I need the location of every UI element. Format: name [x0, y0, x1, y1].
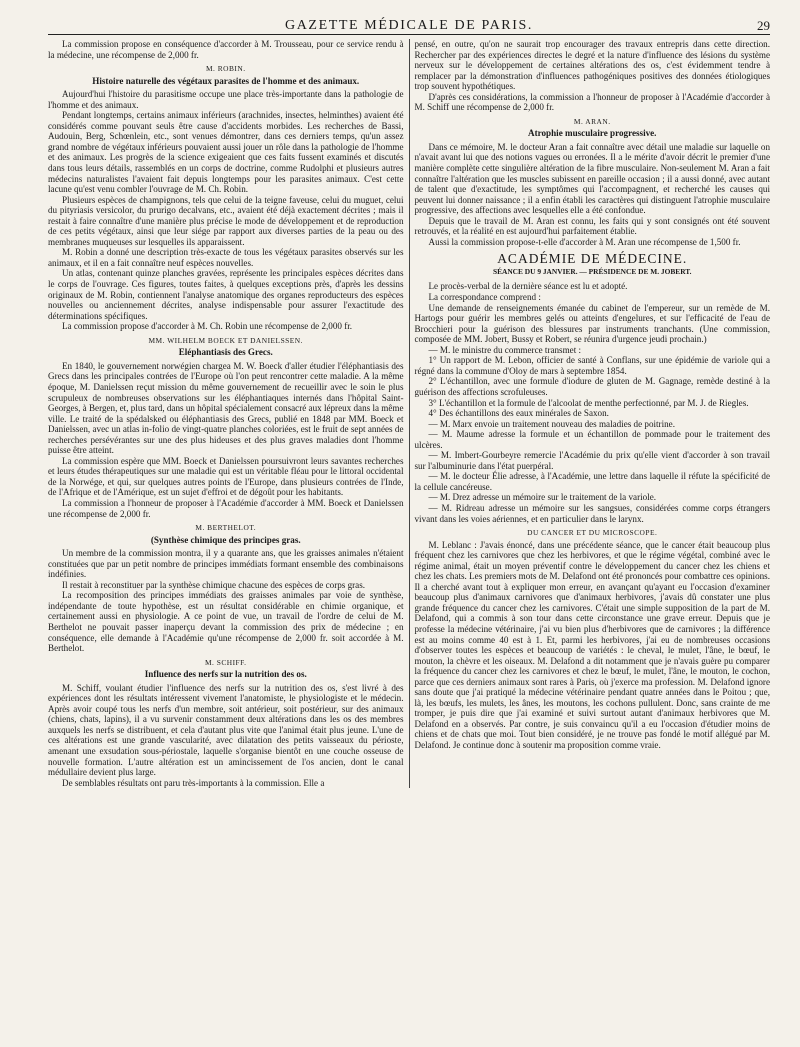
- paragraph: M. Robin a donné une description très-exacte de tous les végétaux parasites observés sur les animaux, et il en a fait connaître neuf espèces nouvelles.: [48, 247, 404, 268]
- academy-heading: ACADÉMIE DE MÉDECINE.: [497, 251, 688, 267]
- left-column: [48, 39, 404, 788]
- paragraph: 2° L'échantillon, avec une formule d'iodure de gluten de M. Gagnage, remède destiné à la guérison des affections scrofuleuses.: [414, 376, 770, 397]
- paragraph: Une demande de renseignements émanée du cabinet de l'empereur, sur un remède de M. Hartogs pour guérir les membres gelés ou atteints d'engelures, et sur l'efficacité de l'eau de Brocchieri pour la guérison des blessures par instruments tranchants. (Une commission, composée de MM. Jobert, Bussy et Robert, se réunira d'urgence jeudi prochain.): [414, 302, 770, 345]
- report-heading: M. ROBIN.: [205, 64, 246, 74]
- right-column: [415, 39, 771, 788]
- report-heading: M. SCHIFF.: [204, 657, 247, 667]
- report-heading: MM. WILHELM BOECK ET DANIELSSEN.: [148, 335, 303, 345]
- paragraph: — M. Drez adresse un mémoire sur le traitement de la variole.: [428, 492, 657, 503]
- paragraph: — M. Maume adresse la formule et un échantillon de pommade pour le traitement des ulcères.: [414, 429, 770, 450]
- paragraph: Un atlas, contenant quinze planches gravées, représente les principales espèces décrites dans le corps de l'ouvrage. Ces figures, toutes faites, à quelques exceptions près, d'après les dessins originaux de M. Robin, contiennent l'analyse anatomique des organes reproducteurs des espèces nouvelles ou anciennement décrites, analyse indispensable pour assurer l'exactitude des déterminations spécifiques.: [48, 268, 404, 321]
- report-heading: DU CANCER ET DU MICROSCOPE.: [527, 528, 658, 538]
- paragraph: 3° L'échantillon et la formule de l'alcoolat de menthe perfectionné, par M. J. de Riegles.: [428, 397, 749, 408]
- paragraph: La commission propose en conséquence d'accorder à M. Trousseau, pour ce service rendu à la médecine, une récompense de 2,000 fr.: [48, 39, 404, 60]
- paragraph: Pendant longtemps, certains animaux inférieurs (arachnides, insectes, helminthes) avaient été considérés comme pouvant seuls être cause d'accidents morbides. Les recherches de Bassi, Audouin, Berg, Schœnlein, etc., sont venues démontrer, dans ces derniers temps, qu'un assez grand nombre de végétaux inférieurs pouvaient aussi jouer un rôle dans la pathologie de l'homme et des animaux. Les progrès de la science exigeaient que ces faits fussent examinés et discutés dans tous leurs détails, rassemblés en un corps de doctrine, comme Rudolphi et plusieurs autres médecins naturalistes l'avaient fait depuis longtemps pour les parasites animaux. C'est cette lacune qu'est venu combler l'ouvrage de M. Ch. Robin.: [48, 110, 404, 195]
- report-heading: M. ARAN.: [573, 116, 611, 126]
- paragraph: De semblables résultats ont paru très-importants à la commission. Elle a: [62, 777, 325, 788]
- paragraph: Le procès-verbal de la dernière séance est lu et adopté.: [428, 281, 628, 292]
- paragraph: Un membre de la commission montra, il y a quarante ans, que les graisses animales n'étaient constituées que par un petit nombre de principes immédiats formant ensemble des combinaisons indéfinies.: [48, 548, 404, 580]
- report-heading: M. BERTHELOT.: [195, 523, 257, 533]
- paragraph: Depuis que le travail de M. Aran est connu, les faits qui y sont consignés ont été souvent retrouvés, et la réalité en est aujourd'hui parfaitement établie.: [414, 215, 770, 237]
- paragraph: Aussi la commission propose-t-elle d'accorder à M. Aran une récompense de 1,500 fr.: [428, 236, 741, 247]
- paragraph: Aujourd'hui l'histoire du parasitisme occupe une place très-importante dans la pathologie de l'homme et des animaux.: [48, 89, 404, 110]
- paragraph: — M. Ridreau adresse un mémoire sur les sangsues, considérées comme corps étrangers vivant dans les voies aériennes, et en particulier dans le larynx.: [414, 502, 770, 524]
- page-header: [48, 8, 770, 35]
- paragraph: 1° Un rapport de M. Lebon, officier de santé à Conflans, sur une épidémie de variole qui a régné dans la commune d'Oloy de mars à septembre 1854.: [414, 355, 770, 376]
- paragraph: pensé, en outre, qu'on ne saurait trop encourager des travaux entrepris dans cette direction. Rechercher par des expériences directes le degré et la nature d'influence des lésions du système nerveux sur le développement de certaines altérations des os, c'est évidemment tendre à remplacer par la démonstration d'influences pathogéniques positives des données étiologiques trop souvent hypothétiques.: [414, 39, 770, 92]
- section-title: Eléphantiasis des Grecs.: [178, 347, 273, 358]
- section-title: Atrophie musculaire progressive.: [528, 128, 657, 139]
- paragraph: — M. le ministre du commerce transmet :: [428, 344, 582, 355]
- paragraph: Il restait à reconstituer par la synthèse chimique chacune des espèces de corps gras.: [62, 579, 366, 590]
- paragraph: M. Schiff, voulant étudier l'influence des nerfs sur la nutrition des os, s'est livré à des expériences dont les résultats intéressent vivement l'anatomiste, le physiologiste et le médecin. Après avoir coupé tous les nerfs d'un membre, soit antérieur, soit postérieur, sur des animaux (chiens, chats, lapins), il a vu survenir constamment deux altérations dans les os des membres auxquels les nerfs se distribuent, et cela d'autant plus vite que l'animal était plus jeune. L'une de ces altérations est une grande vascularité, avec dilatation des petits vaisseaux du périoste, amenant une exsudation sous-périostale, laquelle s'organise bientôt en une couche osseuse de nouvelle formation. L'autre altération est un amincissement de l'os ancien, dont le canal médullaire devient plus large.: [48, 682, 404, 778]
- journal-title: GAZETTE MÉDICALE DE PARIS.: [285, 18, 533, 33]
- section-title: (Synthèse chimique des principes gras.: [150, 534, 301, 545]
- session-line: SÉANCE DU 9 JANVIER. — PRÉSIDENCE DE M. JOBERT.: [492, 266, 692, 276]
- paragraph: — M. Marx envoie un traitement nouveau des maladies de poitrine.: [428, 418, 675, 429]
- section-title: Influence des nerfs sur la nutrition des os.: [144, 669, 307, 680]
- paragraph: La commission a l'honneur de proposer à l'Académie d'accorder à MM. Boeck et Danielssen une récompense de 2,000 fr.: [48, 497, 404, 519]
- paragraph: — M. le docteur Élie adresse, à l'Académie, une lettre dans laquelle il réfute la spécificité de la cellule cancéreuse.: [414, 471, 770, 492]
- paragraph: La commission espère que MM. Boeck et Danielssen poursuivront leurs savantes recherches et leurs études thérapeutiques sur une maladie qui est un véritable fléau pour le littoral occidental de la Norwége, et qui, sur quelques autres points de l'Europe, dans plusieurs contrées de l'Inde, de l'Afrique et de l'Amérique, est un sujet d'effroi et de dégoût pour les habitants.: [48, 455, 404, 498]
- paragraph: Plusieurs espèces de champignons, tels que celui de la teigne faveuse, celui du muguet, celui du pityriasis versicolor, du prurigo decalvans, etc., avaient été déjà exactement décrites ; mais il restait à faire connaître d'une manière plus précise le mode de développement et de reproduction de ces petits végétaux, ainsi que leur siége par rapport aux diverses parties de la peau ou des membranes muqueuses sur lesquelles ils apparaissent.: [48, 194, 404, 247]
- paragraph: — M. Imbert-Gourbeyre remercie l'Académie du prix qu'elle vient d'accorder à son travail sur l'albuminurie dans l'état puerpéral.: [414, 450, 770, 471]
- columns: [48, 39, 770, 788]
- paragraph: La commission propose d'accorder à M. Ch. Robin une récompense de 2,000 fr.: [62, 321, 353, 332]
- paragraph: La correspondance comprend :: [428, 292, 541, 303]
- column-rule: [409, 39, 410, 788]
- paragraph: Dans ce mémoire, M. le docteur Aran a fait connaître avec détail une maladie sur laquelle on n'avait avant lui que des notions vagues ou erronées. Il a le mérite d'avoir décrit le premier d'une manière complète cette singulière altération de la fibre musculaire. Non-seulement M. Aran a fait connaître l'altération que les muscles subissent en pareille occasion ; il a aussi donné, avec autant de talent que d'exactitude, les symptômes qui l'accompagnent, et recherché les causes qui peuvent lui donner naissance ; il a enfin établi les caractères qui distinguent l'atrophie musculaire progressive, des affections avec lesquelles elle a été confondue.: [414, 141, 770, 216]
- paragraph: La recomposition des principes immédiats des graisses animales par voie de synthèse, indépendante de toute hypothèse, est un résultat considérable en chimie organique, et certainement aussi en physiologie. A ce point de vue, un travail de l'ordre de celui de M. Berthelot ne pouvait passer inaperçu devant la commission des prix de médecine ; en conséquence, elle demande à l'Académie qu'une récompense de 2,000 fr. soit accordée à M. Berthelot.: [48, 590, 404, 654]
- paragraph: D'après ces considérations, la commission a l'honneur de proposer à l'Académie d'accorder à M. Schiff une récompense de 2,000 fr.: [414, 91, 770, 113]
- paragraph: M. Leblanc : J'avais énoncé, dans une précédente séance, que le cancer était beaucoup plus fréquent chez les carnivores que chez les herbivores, et que le régime végétal, combiné avec le régime animal, était un moyen préventif contre le développement du cancer chez les chiens et chez les chats. Les premiers mots de M. Delafond ont été prononcés pour combattre ces opinions. Il a cherché avant tout à expliquer mon erreur, en avançant qu'ayant eu l'occasion d'examiner beaucoup plus d'animaux carnivores que d'animaux herbivores, j'avais dû constater une plus grande fréquence du cancer chez les carnivores. C'était une simple supposition de la part de M. Delafond, qui a commis à son tour dans cette circonstance une grave erreur. Depuis que je professe la médecine vétérinaire, j'ai vu bien plus d'herbivores que de carnivores ; la différence est au moins comme 40 est à 1. Et, parmi les herbivores, j'ai eu de nombreuses occasions d'observer toutes les espèces et beaucoup de variétés : le cheval, le mulet, l'âne, le bœuf, le mouton, la chèvre et les oiseaux. M. Delafond a dit notamment que je n'avais guère pu comparer la fréquence du cancer chez les carnivores et chez le bœuf, le mulet, l'âne, le mouton, le cochon, parce que ces derniers animaux sont rares à Paris, où j'exerce ma profession. M. Delafond ignore sans doute que j'ai pratiqué la médecine vétérinaire pendant quatre années dans le Poitou ; que, là, les bœufs, les mulets, les ânes, les moutons, les cochons pullulent. Donc, sans crainte de me tromper, je puis dire que j'ai examiné et suivi surtout autant d'animaux herbivores que M. Delafond en a observés. Par contre, je suis convaincu qu'il a eu l'occasion d'étudier moins de chiens et de chats que moi. Tout bien considéré, je ne trouve pas fondé le motif allégué par M. Delafond. Je continue donc à soutenir ma proposition comme vraie.: [414, 539, 770, 750]
- paragraph: En 1840, le gouvernement norwégien chargea M. W. Boeck d'aller étudier l'éléphantiasis des Grecs dans les principales contrées de l'Europe où l'on peut rencontrer cette maladie. A la même époque, M. Danielssen reçut mission du même gouvernement de recueillir avec le soin le plus scrupuleux de nombreuses observations sur les éléphantiaques internés dans l'hôpital Saint-Georges, à Bergen, et, plus tard, dans un hôpital spécialement consacré aux lépreux dans la même ville. Le traité de la spédalsked ou éléphantiasis des Grecs, publié en 1848 par MM. Boeck et Danielssen, avec un atlas in-folio de vingt-quatre planches coloriées, est le fruit de sept années de recherches persévérantes sur une des plus hideuses et des plus graves maladies dont l'homme puisse être atteint.: [48, 360, 404, 456]
- paragraph: 4° Des échantillons des eaux minérales de Saxon.: [428, 408, 609, 419]
- section-title: Histoire naturelle des végétaux parasites de l'homme et des animaux.: [92, 75, 360, 86]
- page-number: 29: [757, 18, 770, 33]
